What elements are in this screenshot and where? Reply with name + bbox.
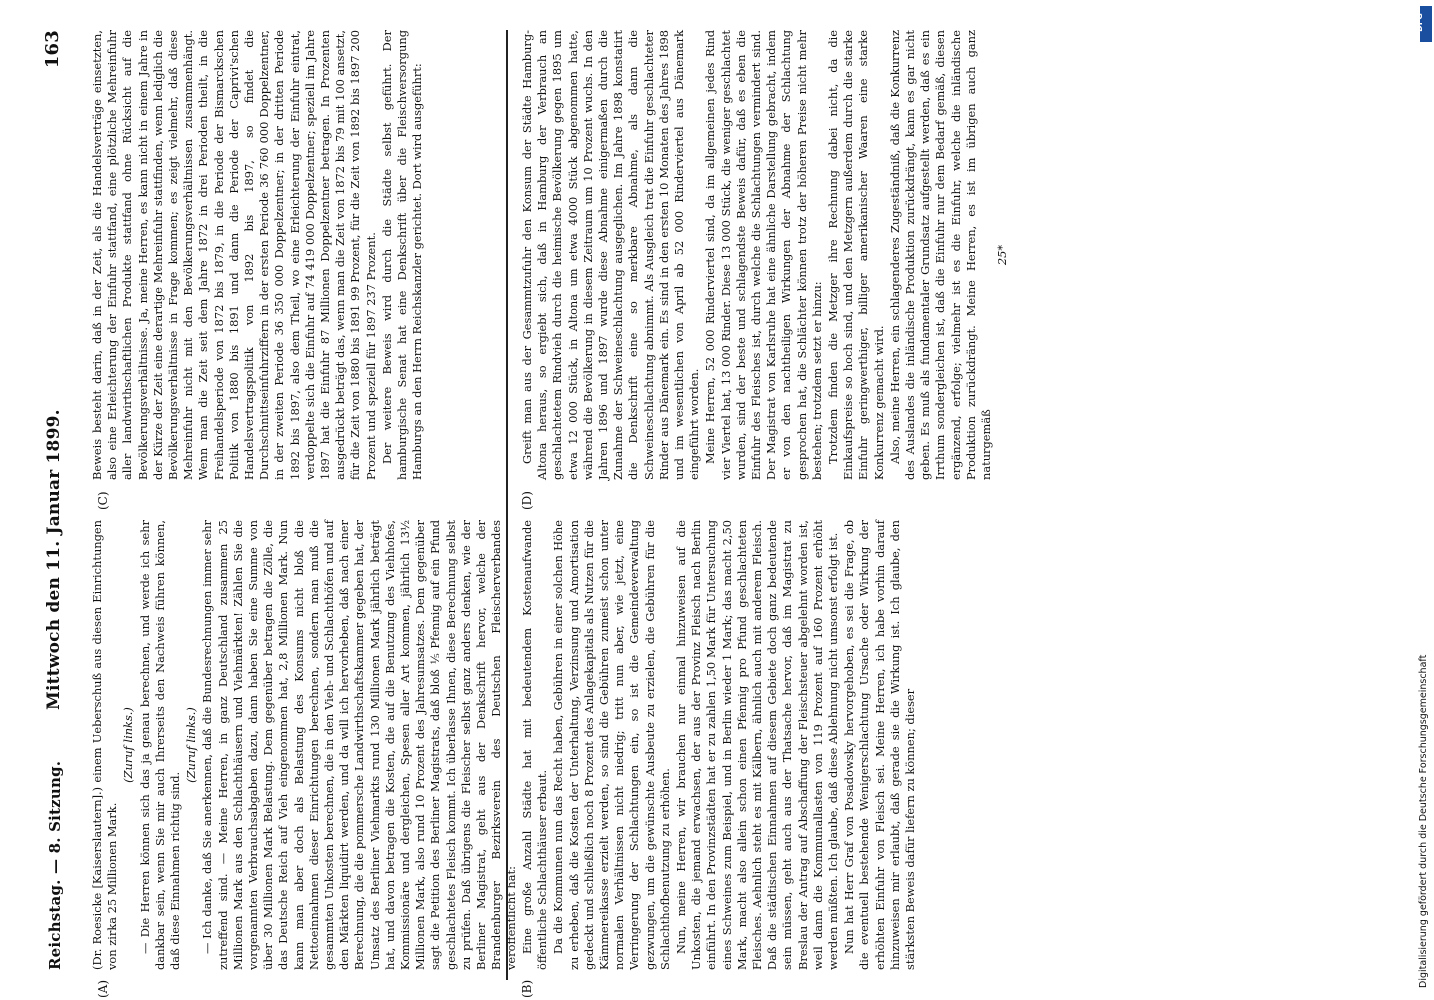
column-left-lower <box>520 520 1340 970</box>
page-header <box>34 30 74 970</box>
paragraph: Nun hat Herr Graf von Posadowsky hervorgehoben, es sei die Frage, ob die eventuell bestehende Wenigerschlachtung Ursache oder Wirkung der erhöhten Einfuhr von Fleisch sei. Meine Herren, ich habe vorhin darauf hinzuweisen mir erlaubt, daß gerade sie die Wirkung ist. Ich glaube, den stärksten Beweis dafür liefern zu können; dieser <box>842 520 918 970</box>
paragraph: Meine Herren, 52 000 Rinderviertel sind, da im allgemeinen jedes Rind vier Viertel hat, 13 000 Rinder. Diese 13 000 Stück, die weniger geschlachtet wurden, sind der beste und schlagendste Beweis dafür, daß es eben die Einfuhr des Fleisches ist, durch welche die Schlachtungen vermindert sind. Der Magistrat von Karlsruhe hat eine ähnliche Darstellung gebracht, indem er von den nachtheiligen Wirkungen der Abnahme der Schlachtung gesprochen hat, die Schlächter können trotz der höheren Preise nicht mehr bestehen; trotzdem setzt er hinzu: <box>703 30 824 480</box>
column-left-upper <box>90 520 519 970</box>
page-number: 163 <box>42 30 63 69</box>
margin-marker-d: (D) <box>520 491 534 510</box>
paragraph: Nun, meine Herren, wir brauchen nur einmal hinzuweisen auf die Unkosten, die jemand erwachsen, der aus der Provinz Fleisch nach Berlin einführt. In den Provinzstädten hat er zu zahlen 1,50 Mark für Untersuchung eines Schweines zum Beispiel, und in Berlin wieder 1 Mark; das macht 2,50 Mark, macht also allein schon einen Pfennig pro Pfund geschlachteten Fleisches. Aehnlich steht es mit Kälbern, ähnlich auch mit anderem Fleisch. Daß die städtischen Einnahmen auf diesem Gebiete doch ganz bedeutende sein müssen, geht auch aus der Thatsache hervor, daß im Magistrat zu Breslau der Antrag auf Abschaffung der Fleischsteuer abgelehnt worden ist, weil dann die Kommunallasten von 119 Prozent auf 160 Prozent erhöht werden müßten. Ich glaube, daß diese Ablehnung nicht umsonst erfolgt ist. <box>674 520 841 970</box>
margin-marker-a: (A) <box>96 979 110 998</box>
paragraph: Greift man aus der Gesammtzufuhr den Konsum der Städte Hamburg-Altona heraus, so ergiebt sich, daß in Hamburg der Verbrauch an geschlachtetem Rindvieh durch die heimische Bevölkerung gegen 1895 um etwa 12 000 Stück, in Altona um etwa 4000 Stück abgenommen hatte, während die Bevölkerung in diesem Zeitraum um 10 Prozent wuchs. In den Jahren 1896 und 1897 wurde diese Abnahme einigermaßen durch die Zunahme der Schweineschlachtung ausgeglichen. Im Jahre 1898 konstatirt die Denkschrift eine so merkbare Abnahme, als dann die Schweineschlachtung abnimmt. Als Ausgleich trat die Einfuhr geschlachteter Rinder aus Dänemark ein. Es sind in den ersten 10 Monaten des Jahres 1898 und im wesentlichen von April ab 52 000 Rinderviertel aus Dänemark eingeführt worden. <box>520 30 702 480</box>
credit-text: Digitalisierung gefördert durch die Deutsche Forschungsgemeinschaft <box>1418 654 1429 988</box>
margin-marker-b: (B) <box>520 979 534 998</box>
column-right-upper <box>90 30 500 480</box>
digitization-credit <box>1418 12 1432 988</box>
header-left-title: Reichstag. — 8. Sitzung. <box>46 760 64 970</box>
paragraph: (Dr. Roesicke [Kaiserslautern].) einem Ueberschuß aus diesen Einrichtungen von zirka 25 Millionen Mark. <box>90 520 120 970</box>
signature-mark: 25* <box>995 244 1010 266</box>
paragraph: Beweis besteht darin, daß in der Zeit, als die Handelsverträge einsetzten, also eine Erleichterung der Einfuhr stattfand, eine plötzliche Mehreinfuhr aller landwirthschaftlichen Produkte stattfand ohne Rücksicht auf die Bevölkerungsverhältnisse. Ja, meine Herren, es kann nicht in einem Jahre in der Kürze der Zeit eine derartige Mehreinfuhr stattfinden, wenn lediglich die Bevölkerungsverhältnisse in Frage kommen; es zeigt vielmehr, daß diese Mehreinfuhr nicht mit den Bevölkerungsverhältnissen zusammenhängt. Wenn man die Zeit seit dem Jahre 1872 in drei Perioden theilt, in die Freihandelsperiode von 1872 bis 1879, in die Periode der Bismarckschen Politik von 1880 bis 1891 und dann die Periode der Caprivi'schen Handelsvertragspolitik von 1892 bis 1897, so findet die Durchschnittseinfuhrziffern in der ersten Periode 36 760 000 Doppelzentner, in der zweiten Periode 36 350 000 Doppelzentner; in der dritten Periode 1892 bis 1897, also dem Theil, wo eine Erleichterung der Einfuhr eintrat, verdoppelte sich die Einfuhr auf 74 419 000 Doppelzentner; speziell im Jahre 1897 hat die Einfuhr 87 Millionen Doppelzentner betragen. In Prozenten ausgedrückt beträgt das, wenn man die Zeit von 1872 bis 79 mit 100 ansetzt, für die Zeit von 1880 bis 1891 99 Prozent, für die Zeit von 1892 bis 1897 200 Prozent und speziell für 1897 237 Prozent. <box>90 30 378 480</box>
horizontal-divider <box>506 30 508 980</box>
paragraph: — Die Herren können sich das ja genau berechnen, und werde ich sehr dankbar sein, wenn Sie mir auch Ihrerseits den Nachweis führen können, daß diese Einnahmen richtig sind. <box>137 520 183 970</box>
interjection: (Zuruf links.) <box>121 707 136 783</box>
dfg-logo-icon <box>1414 6 1432 42</box>
paragraph: Also, meine Herren, ein schlagenderes Zugeständniß, daß die Konkurrenz des Auslandes die inländische Produktion zurückdrängt, kann es gar nicht geben. Es muß als fundamentaler Grundsatz aufgestellt werden, daß es ein Irrthum sondergleichen ist, daß die Einfuhr nur dem Bedarf gemäß, diesen ergänzend, erfolge; vielmehr ist es die Einfuhr, welche die inländische Produktion zurückdrängt. Meine Herren, es ist im übrigen auch ganz naturgemäß <box>887 30 994 480</box>
column-right-lower <box>520 30 1340 480</box>
paragraph: Trotzdem finden die Metzger ihre Rechnung dabei nicht, da die Einkaufspreise so hoch sind, und den Metzgern außerdem durch die starke Einfuhr geringwerthiger, billiger amerikanischer Waaren eine starke Konkurrenz gemacht wird. <box>826 30 886 480</box>
paragraph: Eine große Anzahl Städte hat mit bedeutendem Kostenaufwande öffentliche Schlachthäuser erbaut. <box>520 520 550 970</box>
dfg-logo-text: DFG <box>1414 13 1424 32</box>
interjection: (Zuruf links.) <box>184 707 199 783</box>
paragraph: Der weitere Beweis wird durch die Städte selbst geführt. Der hamburgische Senat hat eine Denkschrift über die Fleischversorgung Hamburgs an den Herrn Reichskanzler gerichtet. Dort wird ausgeführt: <box>379 30 425 480</box>
paragraph: — Ich danke, daß Sie anerkennen, daß die Bundesrechnungen immer sehr zutreffend sind. — Meine Herren, in ganz Deutschland zusammen 25 Millionen Mark aus den Schlachthäusern und Viehmärkten! Zählen Sie die vorgenannten Verbrauchsabgaben dazu, dann haben Sie eine Summe von über 30 Millionen Mark Belastung. Dem gegenüber betragen die Zölle, die das Deutsche Reich auf Vieh eingenommen hat, 2,8 Millionen Mark. Nun kann man aber doch als Belastung des Konsums nicht bloß die Nettoeinnahmen dieser Einrichtungen berechnen, sondern man muß die gesammten Unkosten berechnen, die in den Vieh- und Schlachthöfen und auf den Märkten liquidirt werden, und da will ich hervorheben, daß nach einer Berechnung, die die pommersche Landwirthschaftskammer gegeben hat, der Umsatz des Berliner Viehmarkts rund 130 Millionen Mark jährlich beträgt hat, und davon betragen die Kosten, die auf die Benutzung des Viehhofes, Kommissionäre und dergleichen, Spesen aller Art kommen, jährlich 13½ Millionen Mark, also rund 10 Prozent des Jahresumsatzes. Dem gegenüber sagt die Petition des Berliner Magistrats, daß bloß ⅕ Pfennig auf ein Pfund geschlachtetes Fleisch kommt. Ich überlasse Ihnen, diese Berechnung selbst zu prüfen. Daß übrigens die Fleischer selbst ganz anders denken, wie der Berliner Magistrat, geht aus der Denkschrift hervor, welche der Brandenburger Bezirksverein des Deutschen Fleischerverbandes veröffentlicht hat: <box>200 520 519 970</box>
margin-marker-c: (C) <box>96 491 110 510</box>
header-date: Mittwoch den 11. Januar 1899. <box>44 409 64 710</box>
paragraph: Da die Kommunen nun das Recht haben, Gebühren in einer solchen Höhe zu erheben, daß die Kosten der Unterhaltung, Verzinsung und Amortisation gedeckt und schließlich noch 8 Prozent des Anlagekapitals als Nutzen für die Kämmereikasse erzielt werden, so sind die Gebühren zumeist schon unter normalen Verhältnissen nicht niedrig; tritt nun aber, wie jetzt, eine Verringerung der Schlachtungen ein, so ist die Gemeindeverwaltung gezwungen, um die gewünschte Ausbeute zu erzielen, die Gebühren für die Schlachthofbenutzung zu erhöhen. <box>551 520 672 970</box>
